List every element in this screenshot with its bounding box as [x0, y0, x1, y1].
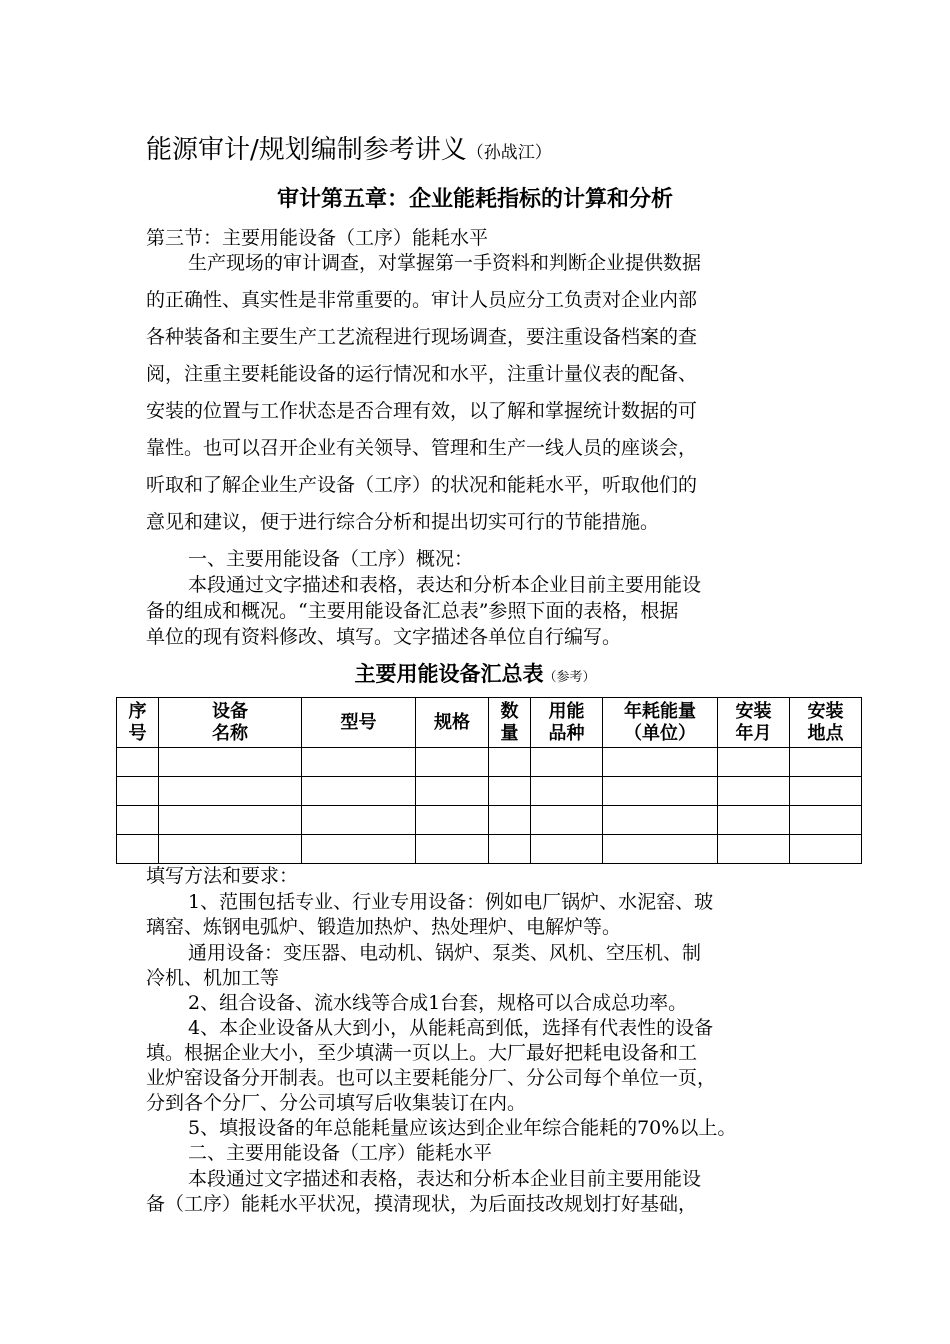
paragraph-line: 安装的位置与工作状态是否合理有效，以了解和掌握统计数据的可 — [146, 400, 698, 422]
table-cell — [416, 835, 489, 864]
paragraph-line: 4、本企业设备从大到小，从能耗高到低，选择有代表性的设备 — [188, 1017, 714, 1039]
table-cell — [117, 835, 159, 864]
table-header-row — [117, 698, 862, 748]
header-spec: 规格 — [416, 698, 489, 748]
table-cell — [718, 777, 790, 806]
table-cell — [117, 748, 159, 777]
author-name: （孙战江） — [466, 143, 552, 163]
paragraph-line: 备（工序）能耗水平状况，摸清现状，为后面技改规划打好基础， — [146, 1193, 698, 1215]
table-cell — [531, 835, 603, 864]
title-text: 能源审计/规划编制参考讲义 — [146, 135, 467, 165]
header-annual-consumption: 年耗能量 （单位） — [603, 698, 718, 748]
table-cell — [790, 806, 862, 835]
table-cell — [489, 835, 531, 864]
table-cell — [302, 806, 416, 835]
paragraph-line: 各种装备和主要生产工艺流程进行现场调查，要注重设备档案的查 — [146, 326, 698, 348]
paragraph-line: 业炉窑设备分开制表。也可以主要耗能分厂、分公司每个单位一页， — [146, 1067, 717, 1089]
subsection-heading: 二、主要用能设备（工序）能耗水平 — [188, 1142, 493, 1164]
table-cell — [416, 748, 489, 777]
table-title-note: （参考） — [543, 670, 596, 685]
section-heading: 第三节：主要用能设备（工序）能耗水平 — [146, 227, 489, 249]
table-cell — [159, 748, 302, 777]
table-cell — [159, 835, 302, 864]
paragraph-line: 本段通过文字描述和表格，表达和分析本企业目前主要用能设 — [188, 574, 702, 596]
table-cell — [603, 777, 718, 806]
table-cell — [302, 835, 416, 864]
paragraph-line: 本段通过文字描述和表格，表达和分析本企业目前主要用能设 — [188, 1168, 702, 1190]
header-install-location: 安装 地点 — [790, 698, 862, 748]
table-cell — [159, 806, 302, 835]
paragraph-line: 靠性。也可以召开企业有关领导、管理和生产一线人员的座谈会， — [146, 437, 698, 459]
chapter-heading: 审计第五章：企业能耗指标的计算和分析 — [276, 187, 673, 212]
table-cell — [531, 777, 603, 806]
table-cell — [790, 777, 862, 806]
paragraph-line: 璃窑、炼钢电弧炉、锻造加热炉、热处理炉、电解炉等。 — [146, 916, 622, 938]
table-cell — [531, 806, 603, 835]
paragraph-line: 分到各个分厂、分公司填写后收集装订在内。 — [146, 1092, 527, 1114]
table-cell — [489, 748, 531, 777]
table-cell — [302, 748, 416, 777]
table-cell — [416, 777, 489, 806]
header-equipment-name: 设备 名称 — [159, 698, 302, 748]
paragraph-line: 意见和建议，便于进行综合分析和提出切实可行的节能措施。 — [146, 511, 660, 533]
table-row — [117, 748, 862, 777]
table-cell — [790, 835, 862, 864]
paragraph-line: 单位的现有资料修改、填写。文字描述各单位自行编写。 — [146, 626, 622, 648]
table-cell — [489, 806, 531, 835]
table-cell — [159, 777, 302, 806]
header-index: 序 号 — [117, 698, 159, 748]
table-cell — [489, 777, 531, 806]
table-cell — [603, 835, 718, 864]
paragraph-line: 5、填报设备的年总能耗量应该达到企业年综合能耗的70%以上。 — [188, 1117, 737, 1139]
table-cell — [718, 835, 790, 864]
table-cell — [603, 748, 718, 777]
paragraph-line: 备的组成和概况。“主要用能设备汇总表”参照下面的表格，根据 — [146, 600, 679, 622]
paragraph-line: 通用设备：变压器、电动机、锅炉、泵类、风机、空压机、制 — [188, 942, 702, 964]
table-cell — [718, 748, 790, 777]
table-cell — [718, 806, 790, 835]
paragraph-line: 的正确性、真实性是非常重要的。审计人员应分工负责对企业内部 — [146, 289, 698, 311]
paragraph-line: 听取和了解企业生产设备（工序）的状况和能耗水平，听取他们的 — [146, 474, 698, 496]
header-energy-type: 用能 品种 — [531, 698, 603, 748]
document-title — [146, 133, 552, 170]
paragraph-line: 1、范围包括专业、行业专用设备：例如电厂锅炉、水泥窑、玻 — [188, 891, 714, 913]
paragraph-line: 阅，注重主要耗能设备的运行情况和水平，注重计量仪表的配备、 — [146, 363, 698, 385]
table-cell — [302, 777, 416, 806]
paragraph-line: 填。根据企业大小，至少填满一页以上。大厂最好把耗电设备和工 — [146, 1042, 698, 1064]
paragraph-line: 生产现场的审计调查，对掌握第一手资料和判断企业提供数据 — [188, 252, 702, 274]
table-cell — [603, 806, 718, 835]
table-row — [117, 777, 862, 806]
table-cell — [416, 806, 489, 835]
header-quantity: 数 量 — [489, 698, 531, 748]
table-cell — [531, 748, 603, 777]
table-title-text: 主要用能设备汇总表 — [354, 662, 544, 686]
table-row — [117, 835, 862, 864]
header-install-date: 安装 年月 — [718, 698, 790, 748]
paragraph-line: 2、组合设备、流水线等合成1台套，规格可以合成总功率。 — [188, 992, 688, 1014]
instructions-heading: 填写方法和要求： — [146, 865, 299, 887]
table-cell — [790, 748, 862, 777]
table-title — [0, 660, 950, 692]
paragraph-line: 冷机、机加工等 — [146, 967, 280, 989]
equipment-summary-table — [116, 697, 862, 864]
header-model: 型号 — [302, 698, 416, 748]
table-row — [117, 806, 862, 835]
table-cell — [117, 806, 159, 835]
table-cell — [117, 777, 159, 806]
subsection-heading: 一、主要用能设备（工序）概况： — [188, 548, 474, 570]
